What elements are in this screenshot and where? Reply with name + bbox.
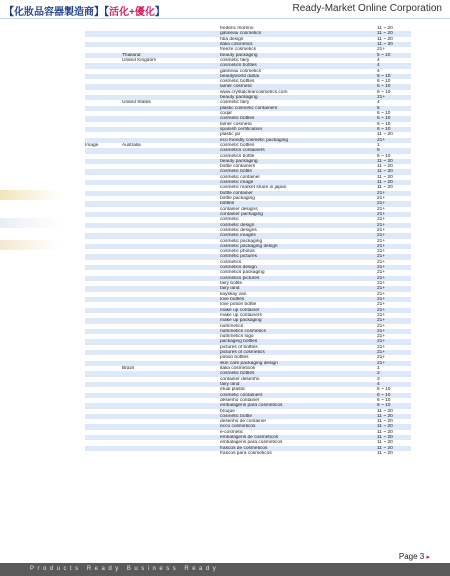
row-count: 6 ~ 10	[377, 74, 411, 79]
row-keyword: gatineau cosmetics	[220, 68, 262, 74]
row-count: 6 ~ 10	[377, 79, 391, 85]
row-count: 11 ~ 20	[377, 42, 411, 47]
decorative-band	[0, 218, 60, 228]
row-count: 11 ~ 20	[377, 451, 393, 456]
row-country: United States	[122, 100, 151, 106]
row-count: 11 ~ 20	[377, 36, 393, 42]
row-count: 21+	[377, 206, 386, 212]
row-count: 11 ~ 20	[377, 429, 393, 435]
row-count: 1	[377, 366, 380, 371]
keyword-table-body	[85, 26, 411, 456]
row-count: 4	[377, 63, 411, 68]
row-count: 6 ~ 10	[377, 397, 391, 403]
row-count: 21+	[377, 281, 386, 286]
row-keyword: cosmetic designs	[220, 227, 257, 233]
row-keyword: desenho de container	[220, 419, 267, 425]
row-keyword: make up container	[220, 308, 377, 313]
row-count: 4	[377, 57, 380, 63]
row-keyword: plastic cosmetic containers	[220, 106, 377, 111]
footer-slogan: Products Ready Business Ready	[30, 566, 220, 572]
row-keyword: cosmetic bottles	[220, 79, 255, 85]
row-keyword: cosmetics bottle	[220, 153, 255, 159]
row-count: 21+	[377, 249, 386, 255]
row-count: 21+	[377, 318, 411, 323]
row-count: 6 ~ 10	[377, 89, 391, 95]
row-count: 21+	[377, 355, 386, 361]
row-count: 11 ~ 20	[377, 440, 393, 446]
row-keyword: beauty packaging	[220, 95, 377, 100]
row-keyword: spanish certification	[220, 127, 377, 132]
row-count: 21+	[377, 196, 386, 201]
row-count: 5	[377, 106, 411, 111]
row-keyword: cosmetics	[220, 259, 242, 265]
row-count: 21+	[377, 350, 411, 355]
row-count: 21+	[377, 302, 386, 308]
row-count: 21+	[377, 95, 411, 100]
row-count: 6 ~ 10	[377, 111, 391, 116]
row-count: 21+	[377, 323, 386, 329]
row-keyword: italia cosmetics	[220, 42, 377, 47]
row-keyword: e-cosmetic	[220, 429, 244, 435]
row-keyword: frascos de cosmeticos	[220, 446, 377, 451]
row-keyword: beauty packaging	[220, 53, 377, 58]
row-keyword: cosmetic market share in japan	[220, 185, 287, 191]
row-keyword: embalagens de cosmeticos	[220, 435, 377, 440]
row-country: Australia	[122, 142, 141, 148]
row-keyword: broque	[220, 408, 235, 414]
page-number	[399, 552, 430, 561]
row-count: 21+	[377, 191, 411, 196]
row-keyword: desenho container	[220, 397, 260, 403]
row-count: 21+	[377, 291, 386, 297]
row-count: 21+	[377, 286, 411, 291]
row-count: 11 ~ 20	[377, 132, 393, 138]
row-keyword: frascos para cosmeticos	[220, 451, 272, 456]
row-count: 21+	[377, 217, 386, 223]
row-keyword: skin care packaging design	[220, 361, 377, 366]
row-count: 21+	[377, 329, 411, 334]
row-country: United Kingdom	[122, 57, 157, 63]
row-keyword: potion bottles	[220, 355, 249, 361]
decorative-band	[0, 240, 60, 250]
row-country: Brazil	[122, 366, 134, 371]
row-count: 11 ~ 20	[377, 435, 411, 440]
row-keyword: bottle container	[220, 191, 377, 196]
row-keyword: nutrimetics logo	[220, 334, 254, 340]
row-keyword: coqar	[220, 111, 232, 116]
row-count: 11 ~ 20	[377, 164, 393, 170]
row-keyword: frederic moreno	[220, 26, 254, 31]
row-keyword: cosmetic bottles	[220, 142, 255, 148]
row-count: 6 ~ 10	[377, 53, 411, 58]
row-count: 21+	[377, 259, 386, 265]
row-keyword: cosmetic container	[220, 174, 260, 180]
row-count: 21+	[377, 212, 411, 217]
row-count: 11 ~ 20	[377, 419, 393, 425]
row-count: 21+	[377, 47, 386, 53]
row-keyword: cosmetic images	[220, 233, 377, 238]
row-keyword: beautyworld dubai	[220, 74, 377, 79]
row-count: 21+	[377, 233, 411, 238]
row-keyword: lamer cosmetic	[220, 84, 377, 89]
row-keyword: cosmetics design	[220, 265, 377, 270]
row-keyword: cosmetics bottles	[220, 63, 377, 68]
row-count: 21+	[377, 339, 411, 344]
header-title-end: 】	[154, 7, 165, 18]
row-count: 6 ~ 10	[377, 121, 391, 127]
row-count: 11 ~ 20	[377, 31, 411, 36]
row-count: 11 ~ 20	[377, 424, 411, 429]
row-keyword: etual plastic	[220, 387, 246, 393]
row-keyword: fairy land	[220, 382, 377, 387]
row-keyword: ecco cosmeticos	[220, 424, 377, 429]
row-count: 6 ~ 10	[377, 403, 411, 408]
header-divider	[0, 18, 450, 19]
row-count: 11 ~ 20	[377, 185, 393, 191]
row-keyword: cosmetic fairy	[220, 57, 250, 63]
row-count: 6 ~ 10	[377, 116, 411, 121]
row-keyword: bottle packaging	[220, 196, 255, 201]
row-keyword: cosmetic fairy	[220, 100, 250, 106]
row-keyword: www.crystalclearcosmetics.com	[220, 89, 288, 95]
row-count: 21+	[377, 244, 411, 249]
row-keyword: cosmetic photos	[220, 249, 255, 255]
row-count: 21+	[377, 312, 386, 318]
row-keyword: cosmetics packaging	[220, 270, 265, 276]
row-count: 11 ~ 20	[377, 408, 393, 414]
row-keyword: lamer cosmetic	[220, 121, 253, 127]
row-keyword: beauty packaging	[220, 159, 377, 164]
row-count: 11 ~ 20	[377, 159, 411, 164]
row-keyword: nutrimetics cosmetics	[220, 329, 377, 334]
row-keyword: container packaging	[220, 212, 377, 217]
row-keyword: fairy bottle	[220, 281, 243, 286]
page-label: Page 3	[398, 552, 425, 561]
row-count: 11 ~ 20	[377, 174, 393, 180]
row-count: 11 ~ 20	[377, 446, 411, 451]
page-arrow-icon: ▸	[426, 554, 430, 561]
header-highlight: 活化+優化	[109, 7, 155, 18]
row-keyword: plastic jar	[220, 132, 241, 138]
row-count: 21+	[377, 254, 411, 259]
row-count: 6 ~ 10	[377, 387, 391, 393]
row-country: Thailand	[122, 53, 220, 58]
row-count: 21+	[377, 265, 411, 270]
row-keyword: hba design	[220, 36, 244, 42]
row-keyword: freeze cosmetics	[220, 47, 256, 53]
row-keyword: container designs	[220, 206, 258, 212]
row-count: 4	[377, 68, 380, 74]
keyword-table	[85, 26, 411, 456]
row-keyword: italia cosmeticos	[220, 366, 256, 371]
row-keyword: eco friendly cosmetic packaging	[220, 138, 377, 143]
decorative-band	[0, 190, 60, 200]
row-count: 21+	[377, 308, 411, 313]
row-keyword: cosmetic bottle	[220, 169, 377, 174]
row-count: 11 ~ 20	[377, 169, 411, 174]
table-row	[85, 451, 411, 456]
row-count: 21+	[377, 223, 411, 228]
row-keyword: embalagens para cosmeticos	[220, 440, 283, 446]
row-count: 21+	[377, 270, 386, 276]
row-keyword: cosmetic packaging design	[220, 244, 377, 249]
row-keyword: cosmetic bottles	[220, 116, 377, 121]
row-count: 21+	[377, 276, 411, 281]
row-count: 1	[377, 142, 380, 148]
row-keyword: kayskay van	[220, 291, 247, 297]
row-count: 21+	[377, 227, 386, 233]
row-keyword: cosmetics containers	[220, 148, 377, 153]
row-keyword: nutrimetics	[220, 323, 244, 329]
row-count: 21+	[377, 297, 411, 302]
row-category	[85, 451, 122, 456]
row-keyword: cosmetic containers	[220, 393, 377, 398]
row-keyword: cosmetics pictures	[220, 276, 377, 281]
page-footer	[0, 563, 450, 576]
row-count: 21+	[377, 201, 411, 206]
row-count: 6 ~ 10	[377, 393, 411, 398]
row-keyword: gatineau cosmetics	[220, 31, 377, 36]
row-count: 4	[377, 100, 380, 106]
row-keyword: cosmetic design	[220, 223, 377, 228]
row-count: 4	[377, 382, 411, 387]
row-count: 21+	[377, 138, 411, 143]
row-count: 11 ~ 20	[377, 180, 411, 185]
row-count: 3	[377, 376, 380, 382]
row-keyword: love potion bottle	[220, 302, 257, 308]
row-keyword: cosmetic image	[220, 180, 377, 185]
row-count: 21+	[377, 361, 411, 366]
row-count: 11 ~ 20	[377, 26, 393, 31]
page-header	[0, 0, 450, 20]
header-title	[4, 3, 165, 18]
row-count: 21+	[377, 344, 386, 350]
header-title-start: 【化妝品容器製造商】【	[4, 7, 109, 18]
row-count: 6 ~ 10	[377, 153, 391, 159]
row-keyword: cosmetic	[220, 217, 239, 223]
row-keyword: pictures of bottles	[220, 344, 258, 350]
row-count: 2	[377, 371, 411, 376]
row-count: 21+	[377, 238, 386, 244]
row-keyword: fairy land	[220, 286, 377, 291]
row-count: 21+	[377, 334, 386, 340]
row-count: 6 ~ 10	[377, 127, 411, 132]
row-keyword: bottles	[220, 201, 377, 206]
row-count: 11 ~ 20	[377, 414, 411, 419]
row-keyword: bottle containers	[220, 164, 256, 170]
row-keyword: make up containers	[220, 312, 262, 318]
row-keyword: cosmetic bottles	[220, 371, 377, 376]
row-count: 6 ~ 10	[377, 84, 411, 89]
row-keyword: cosmetic packaging	[220, 238, 263, 244]
company-name: Ready-Market Online Corporation	[292, 3, 442, 14]
row-keyword: pictures of cosmetics	[220, 350, 377, 355]
row-keyword: cosmetic pictures	[220, 254, 377, 259]
row-keyword: embalagens para cosmeticos	[220, 403, 377, 408]
row-category: Image	[85, 142, 99, 148]
row-keyword: packaging bottles	[220, 339, 377, 344]
row-keyword: make up packaging	[220, 318, 377, 323]
row-keyword: love bottles	[220, 297, 377, 302]
row-keyword: container desenho	[220, 376, 260, 382]
row-keyword: cosmetic bottle	[220, 414, 377, 419]
row-country	[122, 451, 220, 456]
row-count: 5	[377, 148, 411, 153]
